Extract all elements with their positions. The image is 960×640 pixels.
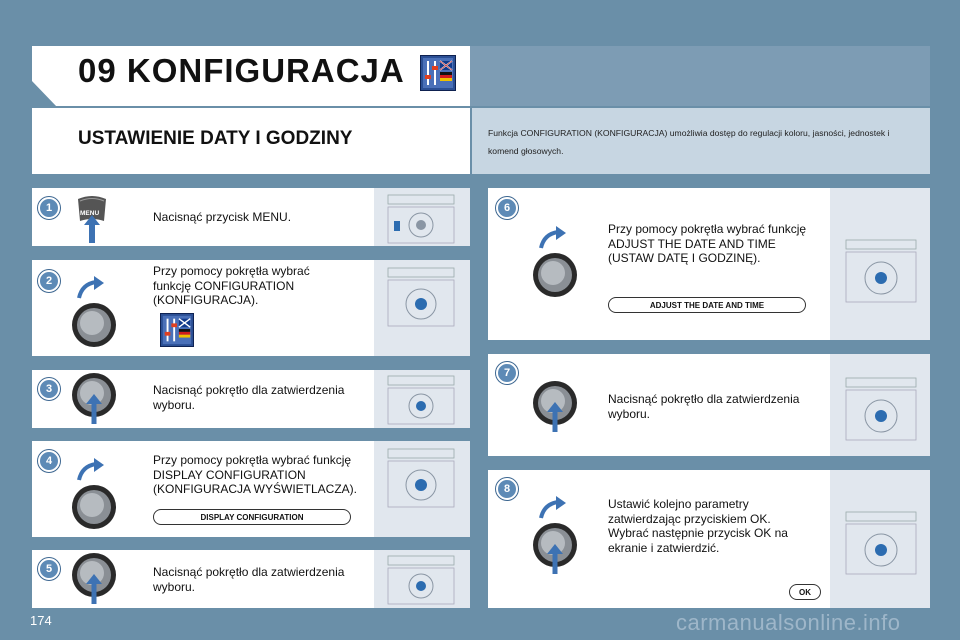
step-number-5: 5 — [38, 558, 60, 580]
page-title — [78, 52, 405, 90]
step-text-6: Przy pomocy pokrętła wybrać funkcję ADJUST THE DATE AND TIME (USTAW DATĘ I GODZINĘ). — [608, 222, 807, 265]
menu-button-label: MENU — [80, 210, 100, 217]
menu-button-icon — [75, 193, 109, 245]
chapter-title: KONFIGURACJA — [126, 52, 405, 89]
step-number-3: 3 — [38, 378, 60, 400]
knob-icon — [532, 252, 578, 298]
radio-panel-icon — [386, 554, 456, 606]
radio-panel-icon — [844, 376, 918, 442]
step-text-4: Przy pomocy pokrętła wybrać funkcję DISPLAY CONFIGURATION (KONFIGURACJA WYŚWIETLACZA). — [153, 453, 358, 496]
radio-panel-icon — [386, 447, 456, 509]
step-text-2: Przy pomocy pokrętła wybrać funkcję CONFIGURATION (KONFIGURACJA). — [153, 264, 310, 307]
rotate-arrow-icon — [538, 224, 568, 250]
configuration-icon — [420, 55, 456, 91]
rotate-arrow-icon — [76, 274, 106, 300]
step-number-2: 2 — [38, 270, 60, 292]
knob-press-icon — [532, 380, 578, 434]
step-number-1: 1 — [38, 197, 60, 219]
radio-panel-icon — [844, 510, 918, 576]
radio-panel-icon — [844, 238, 918, 304]
section-title: USTAWIENIE DATY I GODZINY — [78, 128, 353, 149]
radio-panel-icon — [386, 374, 456, 426]
step-number-6: 6 — [496, 197, 518, 219]
knob-icon — [71, 302, 117, 348]
configuration-icon — [158, 313, 196, 347]
radio-panel-icon — [386, 193, 456, 245]
step-text-3: Nacisnąć pokrętło dla zatwierdzenia wyboru. — [153, 383, 345, 412]
step-number-7: 7 — [496, 362, 518, 384]
step-text-1: Nacisnąć przycisk MENU. — [153, 210, 292, 224]
radio-panel-icon — [386, 266, 456, 328]
ok-label: OK — [789, 584, 821, 600]
knob-icon — [71, 484, 117, 530]
watermark: carmanualsonline.info — [676, 610, 901, 635]
step-text-5: Nacisnąć pokrętło dla zatwierdzenia wyboru. — [153, 565, 345, 594]
rotate-arrow-icon — [76, 456, 106, 482]
page-number: 174 — [30, 613, 52, 628]
intro-text: Funkcja CONFIGURATION (KONFIGURACJA) umożliwia dostęp do regulacji koloru, jasności, jednostek i komend głosowych. — [488, 128, 890, 156]
step-text-8: Ustawić kolejno parametry zatwierdzając przyciskiem OK. Wybrać następnie przycisk OK na ekranie i zatwierdzić. — [608, 497, 788, 555]
display-configuration-label: DISPLAY CONFIGURATION — [153, 509, 351, 525]
step-text-7: Nacisnąć pokrętło dla zatwierdzenia wyboru. — [608, 392, 800, 421]
knob-press-icon — [71, 372, 117, 426]
rotate-arrow-icon — [538, 494, 568, 520]
step-number-8: 8 — [496, 478, 518, 500]
knob-press-icon — [532, 522, 578, 576]
step-number-4: 4 — [38, 450, 60, 472]
knob-press-icon — [71, 552, 117, 606]
chapter-number: 09 — [78, 52, 117, 89]
adjust-date-time-label: ADJUST THE DATE AND TIME — [608, 297, 806, 313]
